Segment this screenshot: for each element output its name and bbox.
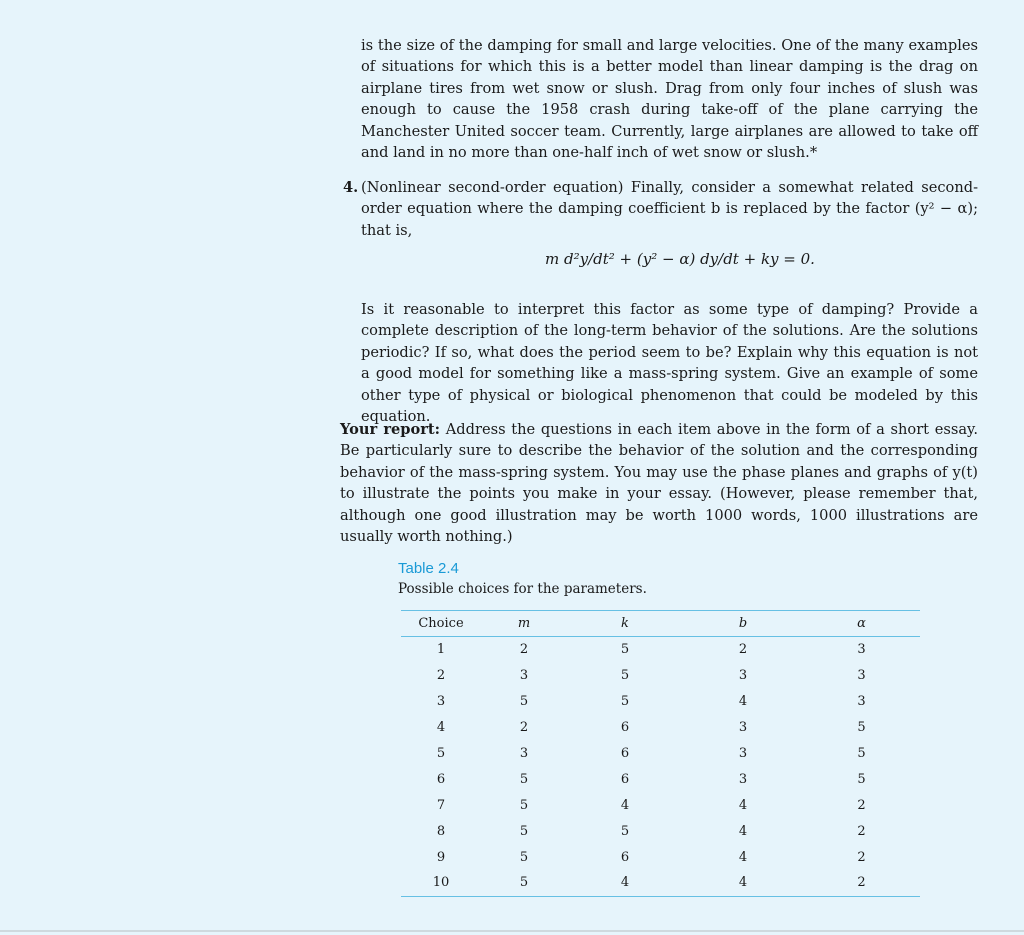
table-row — [401, 844, 920, 870]
table-cell: 3 — [738, 668, 748, 684]
table-cell: 3 — [857, 694, 866, 710]
table-row — [401, 818, 920, 844]
table-cell: 6 — [620, 849, 630, 865]
item-4-text: (Nonlinear second-order equation) Finally, consider a somewhat related second-order equation where the damping coefficient b is replaced by the factor (y² − α); that is, — [361, 179, 978, 239]
table-cell: 5 — [519, 771, 529, 787]
table-cell: 3 — [436, 694, 446, 710]
table-cell: 5 — [519, 797, 529, 813]
table-cell: 2 — [738, 642, 748, 658]
table-cell: 4 — [738, 694, 748, 710]
table-header-row — [401, 611, 920, 637]
table-cell: 7 — [436, 797, 446, 813]
table-row — [401, 792, 920, 818]
report-text: Address the questions in each item above in the form of a short essay. Be particularly sure to describe the behavior of the solution and the corresponding behavior of the mass-spring system. You may use the phase planes and graphs of y(t) to illustrate the points you make in your essay. (However, please remember that, although one good illustration may be worth 1000 words, 1000 illustrations are usually worth nothing.) — [340, 421, 978, 546]
table-cell: 4 — [436, 720, 446, 736]
table-cell: 3 — [738, 746, 748, 761]
table-cell: 6 — [620, 720, 630, 736]
table-cell: 2 — [857, 797, 866, 813]
equation-text: m d²y/dt² + (y² − α) dy/dt + ky = 0. — [545, 250, 815, 268]
table-cell: 5 — [620, 694, 630, 710]
table-caption: Possible choices for the parameters. — [398, 581, 647, 597]
table-cell: 2 — [857, 849, 866, 865]
item-4 — [343, 177, 978, 241]
table-row — [401, 741, 920, 767]
table-cell: 3 — [738, 720, 748, 736]
table-cell: 4 — [683, 870, 803, 896]
table-cell: 6 — [620, 771, 630, 787]
table-cell: 1 — [436, 642, 446, 658]
table-row — [401, 715, 920, 741]
table-cell: 2 — [436, 668, 446, 684]
table-row — [401, 870, 920, 896]
table-cell: 3 — [857, 642, 866, 658]
paragraph-damping-examples: is the size of the damping for small and large velocities. One of the many examples of situations for which this is a better model than linear damping is the drag on airplane tires from wet snow or slush. Drag from only four inches of slush was enough to cause the 1958 crash during take-off of the plane carrying the Manchester United soccer team. Currently, large airplanes are allowed to take off and land in no more than one-half inch of wet snow or slush.* — [361, 37, 978, 162]
table-cell: 9 — [436, 849, 446, 865]
table-cell: 2 — [519, 642, 529, 658]
item-4-number: 4. — [343, 179, 359, 196]
table-cell: 4 — [738, 797, 748, 813]
header-k: k — [567, 611, 683, 637]
table-body — [401, 637, 920, 897]
paragraph-questions: Is it reasonable to interpret this factor as some type of damping? Provide a complete description of the long-term behavior of the solutions. Are the solutions periodic? If so, what does the period seem to be? Explain why this equation is not a good model for something like a mass-spring system. Give an example of some other type of physical or biological phenomenon that could be modeled by this equation. — [361, 301, 978, 426]
table-cell: 2 — [519, 720, 529, 736]
table-cell: 5 — [519, 694, 529, 710]
table-cell: 5 — [519, 849, 529, 865]
table-cell: 4 — [738, 849, 748, 865]
table-cell: 2 — [803, 870, 920, 896]
table-cell: 3 — [519, 746, 529, 761]
table-cell: 8 — [436, 823, 446, 839]
report-paragraph — [340, 419, 978, 547]
table-row — [401, 663, 920, 689]
table-cell: 2 — [857, 823, 866, 839]
header-m: m — [481, 611, 567, 637]
table-cell: 4 — [567, 870, 683, 896]
table-cell: 3 — [738, 771, 748, 787]
table-cell: 5 — [519, 823, 529, 839]
table-cell: 3 — [857, 668, 866, 684]
table-title: Table 2.4 — [398, 560, 459, 577]
table-row — [401, 766, 920, 792]
report-label: Your report: — [340, 421, 441, 438]
header-choice: Choice — [401, 611, 481, 637]
table-cell: 5 — [857, 746, 866, 761]
table-cell: 4 — [620, 797, 630, 813]
table-cell: 5 — [481, 870, 567, 896]
header-alpha: α — [803, 611, 920, 637]
table-cell: 5 — [620, 642, 630, 658]
table-row — [401, 637, 920, 663]
table-cell: 6 — [436, 771, 446, 787]
table-cell: 3 — [519, 668, 529, 684]
table-cell: 6 — [620, 746, 630, 761]
table-cell: 5 — [620, 823, 630, 839]
parameter-table — [401, 610, 920, 897]
header-b: b — [683, 611, 803, 637]
table-cell: 5 — [620, 668, 630, 684]
table-cell: 5 — [436, 746, 446, 761]
table-cell: 10 — [401, 870, 481, 896]
page-bottom-divider — [0, 930, 1024, 932]
table-cell: 5 — [857, 720, 866, 736]
table-cell: 5 — [857, 771, 866, 787]
table-row — [401, 689, 920, 715]
table-cell: 4 — [738, 823, 748, 839]
